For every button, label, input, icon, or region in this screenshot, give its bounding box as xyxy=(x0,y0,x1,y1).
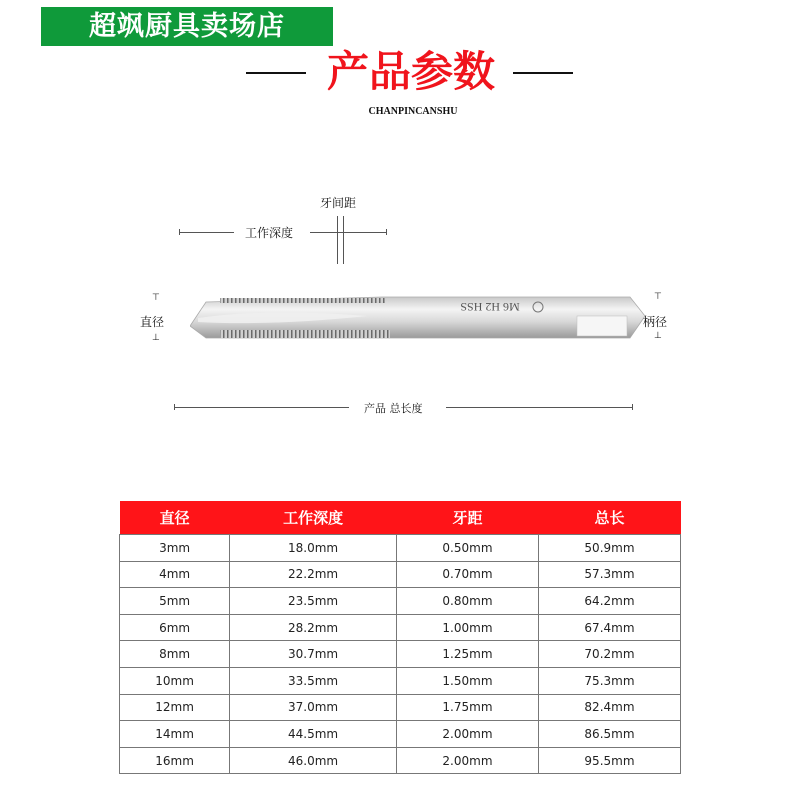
cell-total-length: 75.3mm xyxy=(538,667,680,694)
table-row xyxy=(120,535,681,562)
table-row xyxy=(120,641,681,668)
cell-diameter: 14mm xyxy=(120,721,230,748)
table-row xyxy=(120,667,681,694)
cell-diameter: 6mm xyxy=(120,614,230,641)
cell-diameter: 16mm xyxy=(120,747,230,774)
length-line-right xyxy=(446,407,632,408)
cell-working-depth: 18.0mm xyxy=(230,535,397,562)
cell-working-depth: 37.0mm xyxy=(230,694,397,721)
cell-pitch: 2.00mm xyxy=(396,747,538,774)
pitch-line-1 xyxy=(337,216,338,264)
cell-pitch: 0.50mm xyxy=(396,535,538,562)
length-tick-right xyxy=(632,404,633,410)
table-row xyxy=(120,721,681,748)
cell-total-length: 95.5mm xyxy=(538,747,680,774)
cell-total-length: 67.4mm xyxy=(538,614,680,641)
diameter-label: 直径 xyxy=(140,315,165,329)
title-divider-right xyxy=(513,72,573,74)
cell-diameter: 5mm xyxy=(120,588,230,615)
diameter-tick-top: ⊤ xyxy=(152,293,160,303)
pitch-line-2 xyxy=(343,216,344,264)
tap-illustration xyxy=(190,294,670,344)
cell-pitch: 1.75mm xyxy=(396,694,538,721)
cell-pitch: 0.80mm xyxy=(396,588,538,615)
length-line-left xyxy=(174,407,349,408)
cell-diameter: 12mm xyxy=(120,694,230,721)
cell-total-length: 50.9mm xyxy=(538,535,680,562)
spec-table xyxy=(119,501,681,774)
cell-diameter: 8mm xyxy=(120,641,230,668)
working-depth-label: 工作深度 xyxy=(245,226,294,240)
column-header-diameter: 直径 xyxy=(120,501,230,535)
shank-tick-top: ⊤ xyxy=(654,292,662,302)
cell-total-length: 86.5mm xyxy=(538,721,680,748)
cell-diameter: 10mm xyxy=(120,667,230,694)
cell-working-depth: 28.2mm xyxy=(230,614,397,641)
cell-diameter: 4mm xyxy=(120,561,230,588)
page-subtitle: CHANPINCANSHU xyxy=(368,106,458,117)
thread-pitch-label: 牙间距 xyxy=(320,196,357,210)
cell-total-length: 70.2mm xyxy=(538,641,680,668)
page-title: 产品参数 xyxy=(326,47,495,96)
depth-line-right xyxy=(310,232,386,233)
table-row xyxy=(120,614,681,641)
table-row xyxy=(120,694,681,721)
depth-tick-right xyxy=(386,229,387,235)
cell-working-depth: 33.5mm xyxy=(230,667,397,694)
column-header-total-length: 总长 xyxy=(538,501,680,535)
cell-total-length: 57.3mm xyxy=(538,561,680,588)
cell-working-depth: 30.7mm xyxy=(230,641,397,668)
store-banner: 超飒厨具卖场店 xyxy=(41,7,333,46)
table-row xyxy=(120,561,681,588)
cell-pitch: 1.00mm xyxy=(396,614,538,641)
column-header-pitch: 牙距 xyxy=(396,501,538,535)
cell-pitch: 1.25mm xyxy=(396,641,538,668)
cell-working-depth: 44.5mm xyxy=(230,721,397,748)
cell-pitch: 0.70mm xyxy=(396,561,538,588)
total-length-label: 产品 总长度 xyxy=(364,402,423,415)
table-row xyxy=(120,588,681,615)
depth-line-left xyxy=(179,232,234,233)
shank-tick-bottom: ⊥ xyxy=(654,331,662,341)
section-title xyxy=(0,42,800,102)
cell-working-depth: 23.5mm xyxy=(230,588,397,615)
table-header-row xyxy=(120,501,681,535)
cell-working-depth: 22.2mm xyxy=(230,561,397,588)
cell-pitch: 1.50mm xyxy=(396,667,538,694)
table-row xyxy=(120,747,681,774)
tap-marking: M6 H2 HSS xyxy=(460,300,520,314)
column-header-working-depth: 工作深度 xyxy=(230,501,397,535)
diameter-tick-bottom: ⊥ xyxy=(152,333,160,343)
cell-working-depth: 46.0mm xyxy=(230,747,397,774)
cell-total-length: 82.4mm xyxy=(538,694,680,721)
cell-diameter: 3mm xyxy=(120,535,230,562)
title-divider-left xyxy=(246,72,306,74)
cell-total-length: 64.2mm xyxy=(538,588,680,615)
cell-pitch: 2.00mm xyxy=(396,721,538,748)
shank-diameter-label: 柄径 xyxy=(643,315,668,329)
